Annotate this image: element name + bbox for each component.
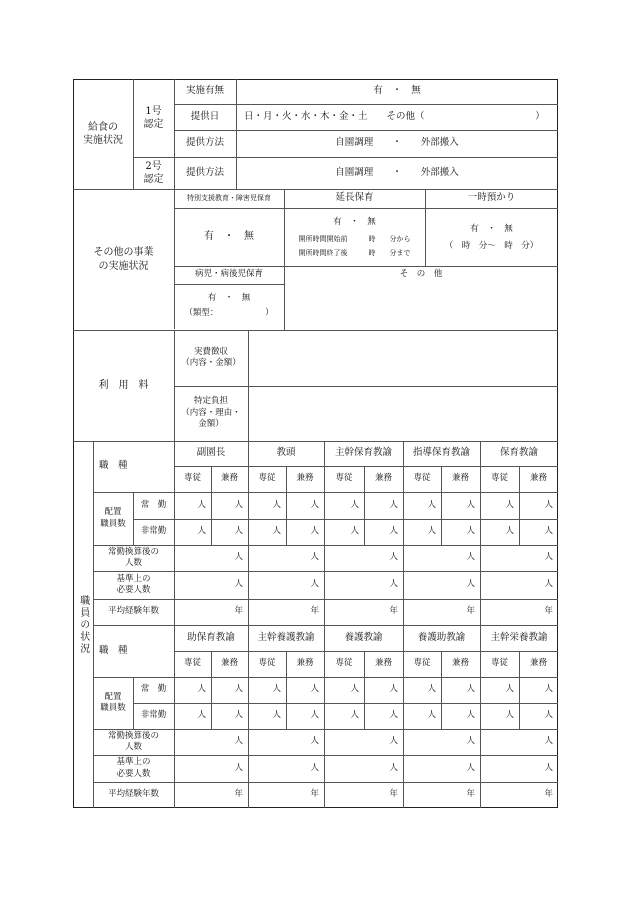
required-cell[interactable]: 人 (310, 762, 319, 773)
fulltime-ken-cell[interactable]: 人 (466, 499, 475, 510)
days-choice[interactable]: 日・月・火・水・木・金・土 その他（ (244, 110, 425, 122)
parttime-ken-cell[interactable]: 人 (466, 526, 475, 537)
parttime-ken-cell[interactable]: 人 (544, 710, 553, 721)
sub-header-ken: 兼務 (374, 658, 392, 669)
sub-header-ken: 兼務 (296, 473, 314, 484)
fulltime-ken-cell[interactable]: 人 (389, 499, 398, 510)
other-section-title: その他の事業 の実施状況 (93, 247, 154, 272)
required-cell[interactable]: 人 (389, 762, 398, 773)
sub-header-ken: 兼務 (220, 473, 238, 484)
sub-header-ken: 兼務 (451, 658, 469, 669)
converted-cell[interactable]: 人 (466, 552, 475, 563)
required-cell[interactable]: 人 (234, 762, 243, 773)
parttime-sen-cell[interactable]: 人 (272, 526, 281, 537)
parttime-ken-cell[interactable]: 人 (234, 526, 243, 537)
required-cell[interactable]: 人 (234, 579, 243, 590)
avg-years-cell[interactable]: 年 (389, 789, 398, 800)
other-service-label: そ の 他 (399, 269, 443, 280)
method-choice[interactable]: 自園調理 ・ 外部搬入 (335, 137, 459, 149)
fulltime-ken-cell[interactable]: 人 (310, 684, 319, 695)
meal-section-title: 給食の 実施状況 (83, 121, 123, 146)
parttime-ken-cell[interactable]: 人 (466, 710, 475, 721)
job-type-label: 職 種 (99, 644, 128, 656)
avg-years-cell[interactable]: 年 (466, 606, 475, 617)
placement-label: 配置 職員数 (100, 507, 126, 529)
fulltime-sen-cell[interactable]: 人 (197, 684, 206, 695)
converted-cell[interactable]: 人 (544, 736, 553, 747)
sub-header-sen: 専従 (413, 658, 431, 669)
job-title-header: 保育教諭 (499, 447, 538, 459)
sub-header-sen: 専従 (183, 473, 201, 484)
sick-child-choice[interactable]: 有 ・ 無 (207, 293, 251, 304)
avg-years-cell[interactable]: 年 (310, 789, 319, 800)
required-cell[interactable]: 人 (310, 579, 319, 590)
row-label-implement: 実施有無 (185, 85, 224, 97)
days-close-paren: ） (535, 110, 545, 122)
fee-section-title: 利 用 料 (98, 379, 149, 391)
parttime-label: 非常勤 (140, 526, 167, 537)
avg-years-cell[interactable]: 年 (466, 789, 475, 800)
job-type-label: 職 種 (99, 460, 128, 472)
extended-start-time: 開所時間開始前 時 分から (298, 235, 411, 244)
parttime-sen-cell[interactable]: 人 (427, 526, 436, 537)
sick-child-type: （類型： ） (184, 308, 274, 319)
extended-end-time: 開所時間終了後 時 分まで (298, 249, 411, 258)
cert1-label: 1号 認定 (143, 105, 164, 130)
job-title-header: 教頭 (276, 447, 296, 459)
row-label-days: 提供日 (190, 110, 220, 122)
temp-care-choice[interactable]: 有 ・ 無 (470, 224, 513, 235)
job-title-header: 主幹養護教諭 (257, 631, 315, 643)
avg-years-label: 平均経験年数 (107, 789, 159, 800)
specific-charge-label: 特定負担 （内容・理由・ 金額） (181, 396, 241, 430)
sub-header-ken: 兼務 (529, 658, 547, 669)
sub-header-sen: 専従 (490, 473, 508, 484)
sick-child-label: 病児・病後児保育 (194, 269, 263, 280)
avg-years-cell[interactable]: 年 (234, 789, 243, 800)
fulltime-ken-cell[interactable]: 人 (310, 499, 319, 510)
staff-section-title: 職員の状況 (77, 594, 89, 655)
required-cell[interactable]: 人 (544, 762, 553, 773)
fulltime-sen-cell[interactable]: 人 (272, 684, 281, 695)
sub-header-ken: 兼務 (529, 473, 547, 484)
divider (174, 284, 284, 285)
parttime-sen-cell[interactable]: 人 (427, 710, 436, 721)
fulltime-ken-cell[interactable]: 人 (234, 499, 243, 510)
job-title-header: 主幹保育教諭 (334, 447, 392, 459)
special-needs-choice[interactable]: 有 ・ 無 (204, 231, 254, 243)
parttime-ken-cell[interactable]: 人 (310, 526, 319, 537)
converted-cell[interactable]: 人 (310, 552, 319, 563)
parttime-label: 非常勤 (140, 710, 167, 721)
sub-header-sen: 専従 (413, 473, 431, 484)
required-cell[interactable]: 人 (466, 579, 475, 590)
fulltime-label: 常 勤 (140, 499, 167, 510)
extended-care-choice[interactable]: 有 ・ 無 (333, 217, 376, 228)
fulltime-ken-cell[interactable]: 人 (544, 499, 553, 510)
job-title-header: 養護助教諭 (417, 631, 466, 643)
fulltime-sen-cell[interactable]: 人 (197, 499, 206, 510)
converted-cell[interactable]: 人 (389, 736, 398, 747)
sub-header-sen: 専従 (258, 473, 276, 484)
parttime-sen-cell[interactable]: 人 (505, 526, 514, 537)
extended-care-label: 延長保育 (335, 192, 374, 204)
parttime-sen-cell[interactable]: 人 (272, 710, 281, 721)
converted-cell[interactable]: 人 (544, 552, 553, 563)
parttime-ken-cell[interactable]: 人 (310, 710, 319, 721)
sub-header-sen: 専従 (183, 658, 201, 669)
avg-years-cell[interactable]: 年 (544, 789, 553, 800)
sub-header-sen: 専従 (258, 658, 276, 669)
row-label-method: 提供方法 (185, 137, 224, 149)
actual-cost-label: 実費徴収 （内容・金額） (181, 346, 241, 368)
fulltime-sen-cell[interactable]: 人 (427, 684, 436, 695)
divider (248, 330, 249, 441)
parttime-sen-cell[interactable]: 人 (197, 710, 206, 721)
parttime-ken-cell[interactable]: 人 (389, 710, 398, 721)
implement-choice[interactable]: 有 ・ 無 (373, 85, 421, 97)
sub-header-ken: 兼務 (220, 658, 238, 669)
converted-cell[interactable]: 人 (466, 736, 475, 747)
fulltime-ken-cell[interactable]: 人 (389, 684, 398, 695)
sub-header-sen: 専従 (335, 658, 353, 669)
sub-header-ken: 兼務 (296, 658, 314, 669)
required-label: 基準上の 必要人数 (116, 757, 151, 779)
job-title-header: 副園長 (196, 447, 226, 459)
job-title-header: 助保育教諭 (187, 631, 235, 643)
cert2-label: 2号 認定 (143, 160, 164, 185)
temp-care-time: （ 時 分〜 時 分） (444, 241, 539, 252)
special-needs-label: 特別支援教育・障害児保育 (187, 193, 271, 202)
fulltime-label: 常 勤 (140, 684, 167, 695)
required-cell[interactable]: 人 (544, 579, 553, 590)
parttime-ken-cell[interactable]: 人 (544, 526, 553, 537)
avg-years-cell[interactable]: 年 (234, 606, 243, 617)
sub-header-sen: 専従 (335, 473, 353, 484)
job-title-header: 養護教諭 (344, 631, 383, 643)
avg-years-label: 平均経験年数 (107, 606, 159, 617)
converted-label: 常勤換算後の 人数 (107, 730, 159, 752)
fulltime-sen-cell[interactable]: 人 (505, 684, 514, 695)
parttime-sen-cell[interactable]: 人 (350, 526, 359, 537)
sub-header-ken: 兼務 (451, 473, 469, 484)
parttime-sen-cell[interactable]: 人 (350, 710, 359, 721)
avg-years-cell[interactable]: 年 (544, 606, 553, 617)
avg-years-cell[interactable]: 年 (310, 606, 319, 617)
avg-years-cell[interactable]: 年 (389, 606, 398, 617)
fulltime-sen-cell[interactable]: 人 (505, 499, 514, 510)
sub-header-ken: 兼務 (374, 473, 392, 484)
fulltime-ken-cell[interactable]: 人 (234, 684, 243, 695)
sub-header-sen: 専従 (490, 658, 508, 669)
method2-choice[interactable]: 自園調理 ・ 外部搬入 (335, 166, 459, 178)
fulltime-ken-cell[interactable]: 人 (466, 684, 475, 695)
fulltime-sen-cell[interactable]: 人 (272, 499, 281, 510)
converted-cell[interactable]: 人 (389, 552, 398, 563)
job-title-header: 主幹栄養教諭 (490, 631, 548, 643)
fulltime-sen-cell[interactable]: 人 (350, 499, 359, 510)
temp-care-label: 一時預かり (467, 192, 516, 204)
job-title-header: 指導保育教諭 (412, 447, 470, 459)
fulltime-sen-cell[interactable]: 人 (427, 499, 436, 510)
required-label: 基準上の 必要人数 (116, 573, 151, 595)
converted-cell[interactable]: 人 (234, 552, 243, 563)
converted-label: 常勤換算後の 人数 (107, 546, 159, 568)
parttime-ken-cell[interactable]: 人 (234, 710, 243, 721)
row-label-method2: 提供方法 (185, 166, 224, 178)
parttime-ken-cell[interactable]: 人 (389, 526, 398, 537)
fulltime-sen-cell[interactable]: 人 (350, 684, 359, 695)
converted-cell[interactable]: 人 (310, 736, 319, 747)
required-cell[interactable]: 人 (389, 579, 398, 590)
required-cell[interactable]: 人 (466, 762, 475, 773)
converted-cell[interactable]: 人 (234, 736, 243, 747)
parttime-sen-cell[interactable]: 人 (197, 526, 206, 537)
fulltime-ken-cell[interactable]: 人 (544, 684, 553, 695)
parttime-sen-cell[interactable]: 人 (505, 710, 514, 721)
placement-label: 配置 職員数 (100, 691, 126, 713)
